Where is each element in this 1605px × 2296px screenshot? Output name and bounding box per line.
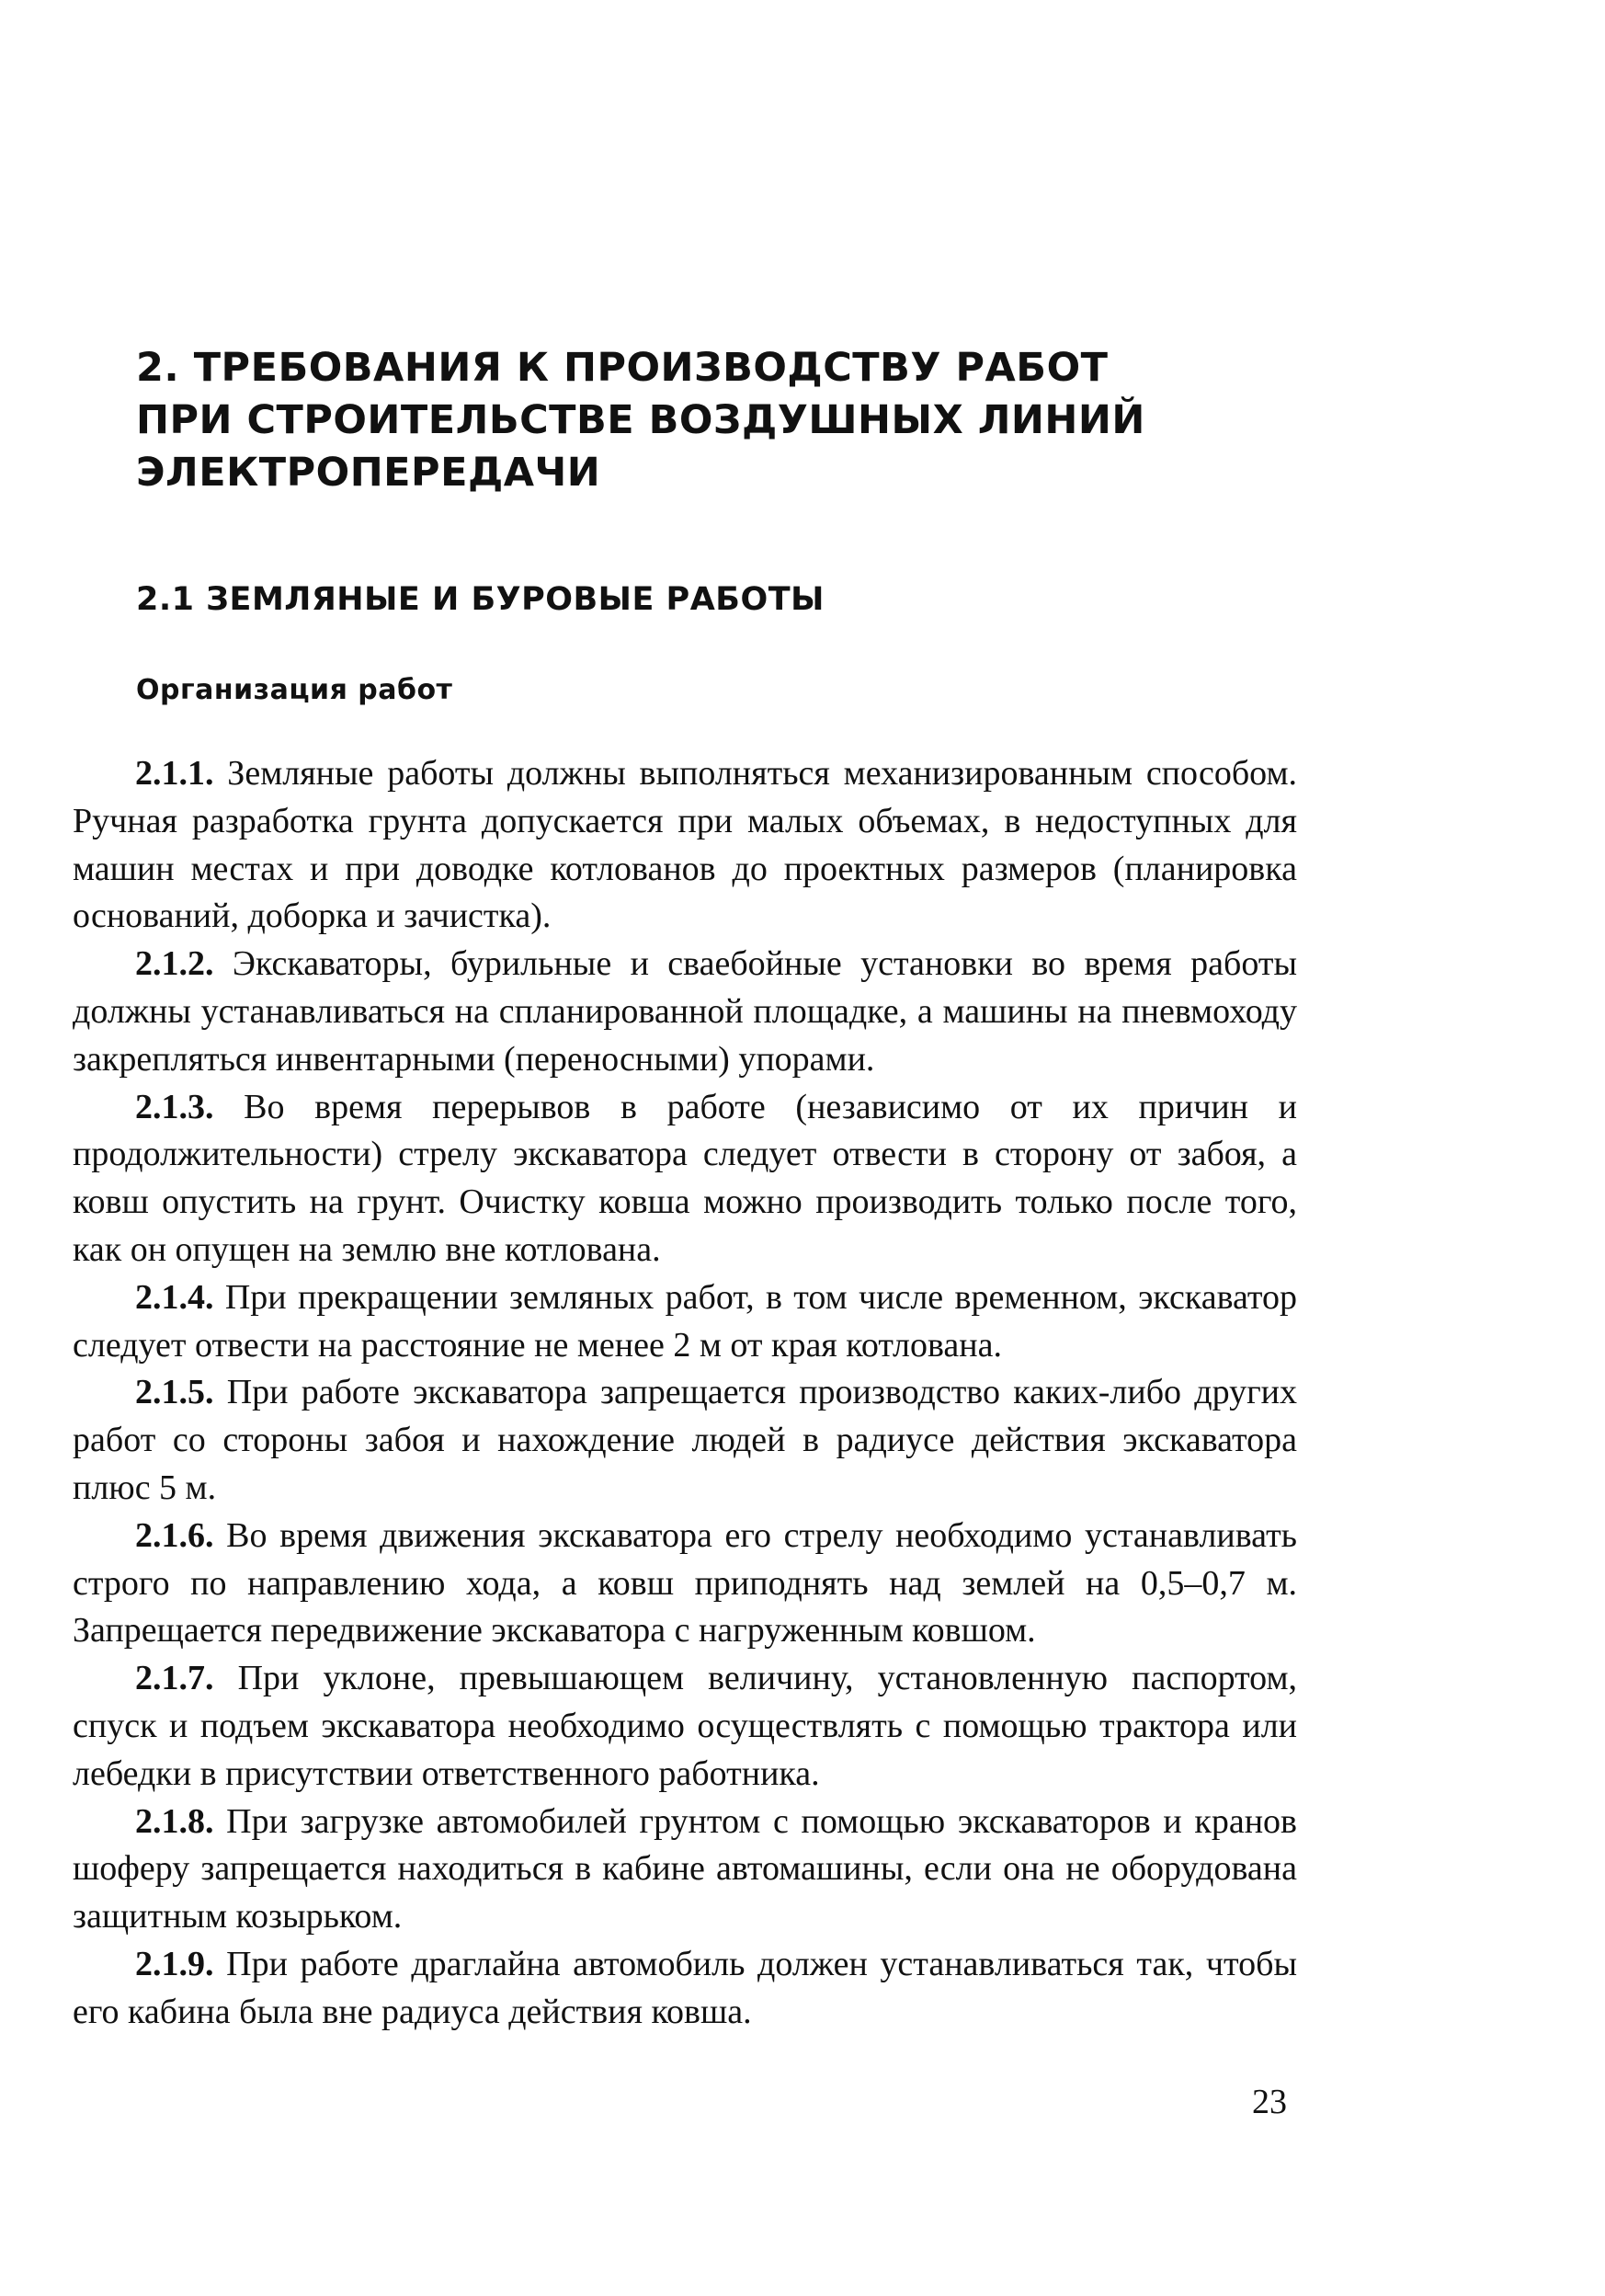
paragraph — [73, 1655, 1297, 1798]
paragraph-text: При уклоне, превышающем величину, установленную паспортом, спуск и подъем экскаватора необходимо осуществлять с помощью трактора или лебедки в присутствии ответственного работника. — [73, 1659, 1297, 1793]
paragraph-text: При работе драглайна автомобиль должен устанавливаться так, чтобы его кабина была вне радиуса действия ковша. — [73, 1944, 1297, 2031]
paragraph — [73, 1084, 1297, 1274]
paragraph-text: Во время перерывов в работе (независимо от их причин и продолжительности) стрелу экскаватора следует отвести в сторону от забоя, а ковш опустить на грунт. Очистку ковша можно производить только после того, как он опущен на землю вне котлована. — [73, 1087, 1297, 1269]
paragraph-number: 2.1.4. — [135, 1277, 214, 1317]
chapter-title-line: ЭЛЕКТРОПЕРЕДАЧИ — [136, 450, 601, 496]
chapter-title-line: ПРИ СТРОИТЕЛЬСТВЕ ВОЗДУШНЫХ ЛИНИЙ — [136, 397, 1145, 443]
chapter-title — [136, 342, 1331, 499]
paragraph-number: 2.1.9. — [135, 1944, 214, 1983]
subsection-title: Организация работ — [136, 674, 453, 706]
paragraph — [73, 941, 1297, 1083]
paragraph-text: При работе экскаватора запрещается производство каких-либо других работ со стороны забоя и нахождение людей в радиусе действия экскаватора плюс 5 м. — [73, 1373, 1297, 1507]
paragraph — [73, 750, 1297, 941]
section-title: 2.1 ЗЕМЛЯНЫЕ И БУРОВЫЕ РАБОТЫ — [136, 581, 825, 618]
paragraph — [73, 1799, 1297, 1941]
paragraph-text: Земляные работы должны выполняться механизированным способом. Ручная разработка грунта допускается при малых объемах, в недоступных для машин местах и при доводке котлованов до проектных размеров (планировка оснований, доборка и зачистка). — [73, 754, 1297, 936]
paragraph-text: При прекращении земляных работ, в том числе временном, экскаватор следует отвести на расстояние не менее 2 м от края котлована. — [73, 1277, 1297, 1365]
paragraph-number: 2.1.1. — [135, 754, 214, 793]
paragraph-number: 2.1.8. — [135, 1801, 214, 1841]
paragraph-number: 2.1.7. — [135, 1659, 214, 1698]
body-text — [73, 750, 1297, 2037]
paragraph-number: 2.1.2. — [135, 944, 214, 984]
paragraph-text: Во время движения экскаватора его стрелу необходимо устанавливать строго по направлению хода, а ковш приподнять над землей на 0,5–0,7 м. Запрещается передвижение экскаватора с нагруженным ковшом. — [73, 1515, 1297, 1651]
paragraph-number: 2.1.3. — [135, 1087, 214, 1126]
page-number: 23 — [1252, 2083, 1287, 2121]
paragraph-text: При загрузке автомобилей грунтом с помощью экскаваторов и кранов шоферу запрещается находиться в кабине автомашины, если она не оборудована защитным козырьком. — [73, 1801, 1297, 1936]
paragraph — [73, 1941, 1297, 2037]
paragraph-number: 2.1.5. — [135, 1373, 214, 1412]
paragraph — [73, 1513, 1297, 1655]
paragraph — [73, 1274, 1297, 1370]
paragraph-text: Экскаваторы, бурильные и сваебойные установки во время работы должны устанавливаться на спланированной площадке, а машины на пневмоходу закрепляться инвентарными (переносными) упорами. — [73, 944, 1297, 1079]
paragraph — [73, 1369, 1297, 1512]
paragraph-number: 2.1.6. — [135, 1515, 214, 1555]
chapter-title-line: 2. ТРЕБОВАНИЯ К ПРОИЗВОДСТВУ РАБОТ — [136, 345, 1109, 391]
